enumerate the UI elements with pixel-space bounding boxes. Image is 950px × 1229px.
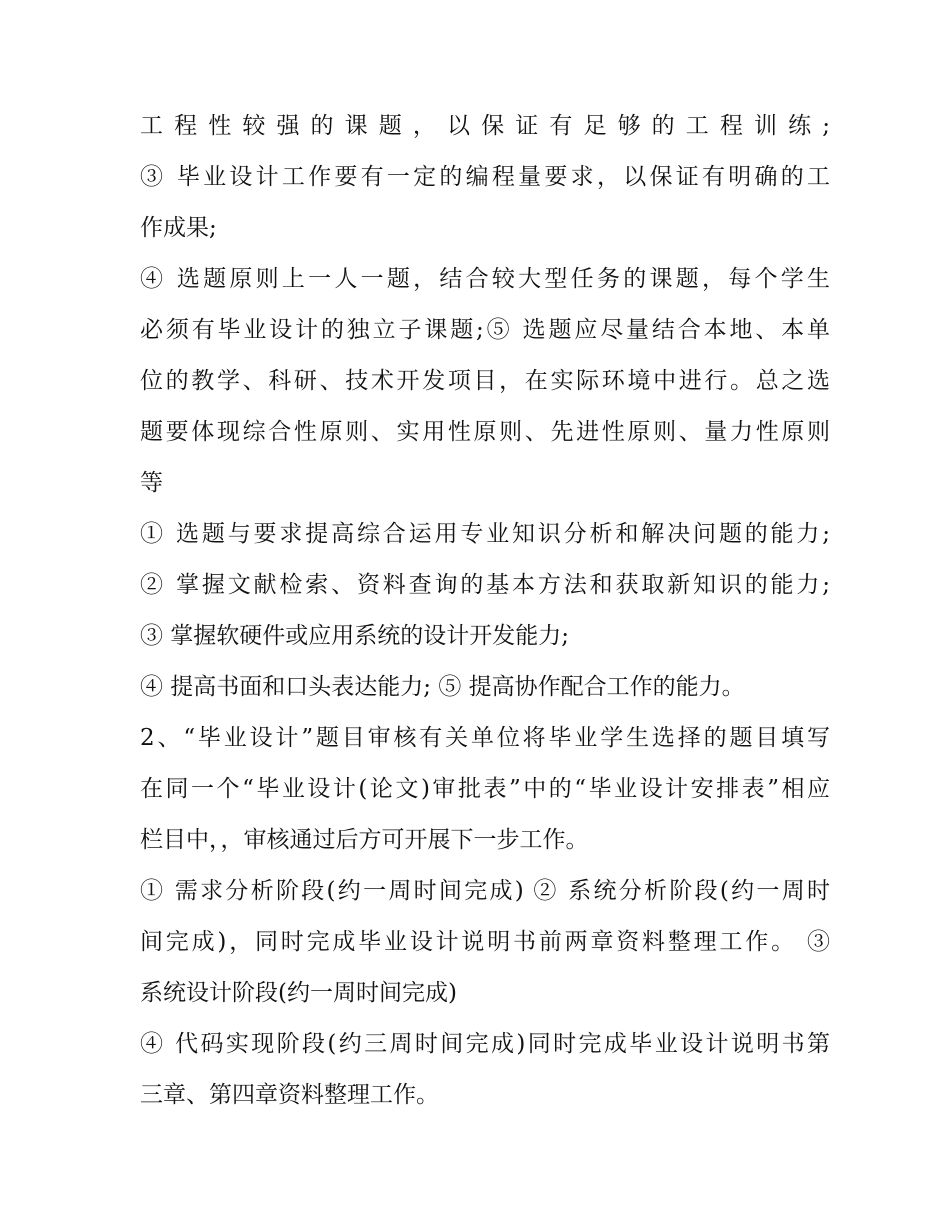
text-line-10: ② 掌握文献检索、资料查询的基本方法和获取新知识的能力; [140,572,830,598]
text-line-13: 2、“毕业设计”题目审核有关单位将毕业学生选择的题目填写 [140,725,830,751]
text-line-20: 三章、第四章资料整理工作。 [140,1082,439,1108]
text-line-17: 间完成)，同时完成毕业设计说明书前两章资料整理工作。 ③ [140,929,830,955]
text-line-3: 作成果; [140,215,217,241]
text-line-11: ③ 掌握软硬件或应用系统的设计开发能力; [140,623,570,649]
text-line-19: ④ 代码实现阶段(约三周时间完成)同时完成毕业设计说明书第 [140,1031,830,1057]
text-line-15: 栏目中，，审核通过后方可开展下一步工作。 [140,827,589,853]
text-line-5: 必须有毕业设计的独立子课题;⑤ 选题应尽量结合本地、本单 [140,317,830,343]
text-line-8: 等 [140,470,163,496]
text-line-4: ④ 选题原则上一人一题，结合较大型任务的课题，每个学生 [140,266,830,292]
text-line-7: 题要体现综合性原则、实用性原则、先进性原则、量力性原则 [140,419,830,445]
text-line-9: ① 选题与要求提高综合运用专业知识分析和解决问题的能力; [140,521,830,547]
text-line-16: ① 需求分析阶段(约一周时间完成) ② 系统分析阶段(约一周时 [140,878,830,904]
document-body [140,101,830,1121]
text-line-18: 系统设计阶段(约一周时间完成) [140,980,457,1006]
text-line-1: 工程性较强的课题，以保证有足够的工程训练; [140,113,830,139]
text-line-14: 在同一个“毕业设计(论文)审批表”中的“毕业设计安排表”相应 [140,776,830,802]
text-line-2: ③ 毕业设计工作要有一定的编程量要求，以保证有明确的工 [140,164,830,190]
text-line-6: 位的教学、科研、技术开发项目，在实际环境中进行。总之选 [140,368,830,394]
text-line-12: ④ 提高书面和口头表达能力; ⑤ 提高协作配合工作的能力。 [140,674,745,700]
